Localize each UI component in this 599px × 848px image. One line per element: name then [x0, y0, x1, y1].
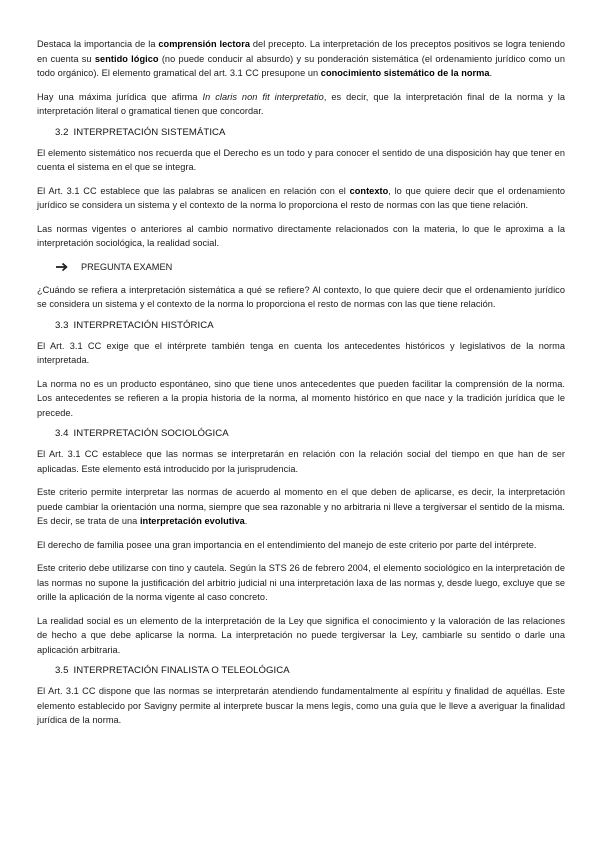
paragraph-normas-vigentes: Las normas vigentes o anteriores al cambio normativo directamente relacionados con la materia, lo que le aproxima a la interpretación sociológica, la realidad social. — [37, 223, 565, 248]
paragraph-producto-espontaneo: La norma no es un producto espontáneo, sino que tiene unos antecedentes que pueden facilitar la comprensión de la norma. Los antecedentes se refieren a la propia historia de la norma, al momento histórico en que nace y la tradición jurídica que le precede. — [37, 378, 565, 418]
heading-interpretacion-historica — [55, 319, 565, 333]
emphasis-conocimiento-sistematico: conocimiento sistemático de la norma — [320, 68, 490, 78]
heading-title: INTERPRETACIÓN SISTEMÁTICA — [73, 126, 226, 138]
emphasis-sentido-logico: sentido lógico — [94, 53, 159, 64]
paragraph-interpretacion-evolutiva: Este criterio permite interpretar las normas de acuerdo al momento en el que deben de aplicarse, es decir, la interpretación puede cambiar la orientación una norma, siempre que sea razonable y no arbitraria ni lleve a tergiversar el sentido de la misma. Es decir, se trata de una interpretación evolutiva. — [37, 487, 565, 526]
heading-interpretacion-sociologica — [55, 427, 565, 441]
heading-title: INTERPRETACIÓN HISTÓRICA — [73, 319, 214, 331]
paragraph-comprension-lectora: Destaca la importancia de la comprensión lectora del precepto. La interpretación de los preceptos positivos se logra teniendo en cuenta su sentido lógico (no puede conducir al absurdo) y su ponderación sistemática (el ordenamiento jurídico como un todo orgánico). El elemento gramatical del art. 3.1 CC presupone un conocimiento sistemático de la norma. — [37, 39, 565, 78]
paragraph-tino-cautela: Este criterio debe utilizarse con tino y cautela. Según la STS 26 de febrero 2004, el elemento sociológico en la interpretación de las normas no supone la justificación del arbitrio judicial ni una interpretación laxa de las normas y, desde luego, excluye que se orille la aplicación de la norma vigente al caso concreto. — [37, 563, 565, 602]
heading-number: 3.4 — [55, 428, 69, 439]
heading-number: 3.3 — [55, 319, 69, 331]
paragraph-antecedentes: El Art. 3.1 CC exige que el intérprete también tenga en cuenta los antecedentes históricos y legislativos de la norma interpretada. — [37, 340, 565, 365]
heading-number: 3.5 — [55, 665, 69, 676]
paragraph-exam-answer: ¿Cuándo se refiera a interpretación sistemática a qué se refiere? Al contexto, lo que quiere decir que el ordenamiento jurídico se considera un sistema y el contexto de la norma lo proporciona el resto de normas con las que tiene relación. — [37, 284, 565, 309]
emphasis-comprension-lectora: comprensión lectora — [158, 39, 250, 49]
latin-maxim: In claris non fit interpretatio — [202, 91, 324, 102]
heading-title: INTERPRETACIÓN SOCIOLÓGICA — [73, 428, 229, 439]
heading-title: INTERPRETACIÓN FINALISTA O TELEOLÓGICA — [73, 665, 290, 676]
heading-interpretacion-sistematica — [55, 126, 565, 140]
exam-question-marker — [55, 260, 565, 274]
paragraph-contexto: El Art. 3.1 CC establece que las palabras se analicen en relación con el contexto, lo que quiere decir que el ordenamiento jurídico se considera un sistema y el contexto de la norma lo proporciona el resto de normas con las que tiene relación. — [37, 185, 565, 210]
paragraph-relacion-social: El Art. 3.1 CC establece que las normas se interpretarán en relación con la relación social del tiempo en que han de ser aplicadas. Este elemento está introducido por la jurisprudencia. — [37, 449, 565, 474]
emphasis-interpretacion-evolutiva: interpretación evolutiva — [139, 516, 245, 526]
paragraph-sistematico: El elemento sistemático nos recuerda que el Derecho es un todo y para conocer el sentido de una disposición hay que tener en cuenta el sistema en el que se integra. — [37, 147, 565, 172]
paragraph-derecho-familia: El derecho de familia posee una gran importancia en el entendimiento del manejo de este criterio por parte del intérprete. — [37, 539, 537, 550]
heading-interpretacion-finalista — [55, 664, 565, 678]
emphasis-contexto: contexto — [349, 185, 389, 196]
arrow-right-icon — [55, 262, 69, 272]
heading-number: 3.2 — [55, 126, 69, 138]
exam-label: PREGUNTA EXAMEN — [81, 261, 173, 272]
paragraph-espiritu-finalidad: El Art. 3.1 CC dispone que las normas se interpretarán atendiendo fundamentalmente al espíritu y finalidad de aquéllas. Este elemento establecido por Savigny permite al interprete buscar la mens legis, como una guía que le lleve a averiguar la finalidad jurídica de la norma. — [37, 686, 565, 725]
paragraph-realidad-social: La realidad social es un elemento de la interpretación de la Ley que significa el conocimiento y la valoración de las relaciones de hecho a que debe aplicarse la norma. La interpretación no puede tergiversar la Ley, cambiarle su sentido o darle una aplicación arbitraria. — [37, 615, 565, 655]
paragraph-in-claris: Hay una máxima jurídica que afirma In claris non fit interpretatio, es decir, que la interpretación final de la norma y la interpretación literal o gramatical tienen que concordar. — [37, 91, 565, 116]
